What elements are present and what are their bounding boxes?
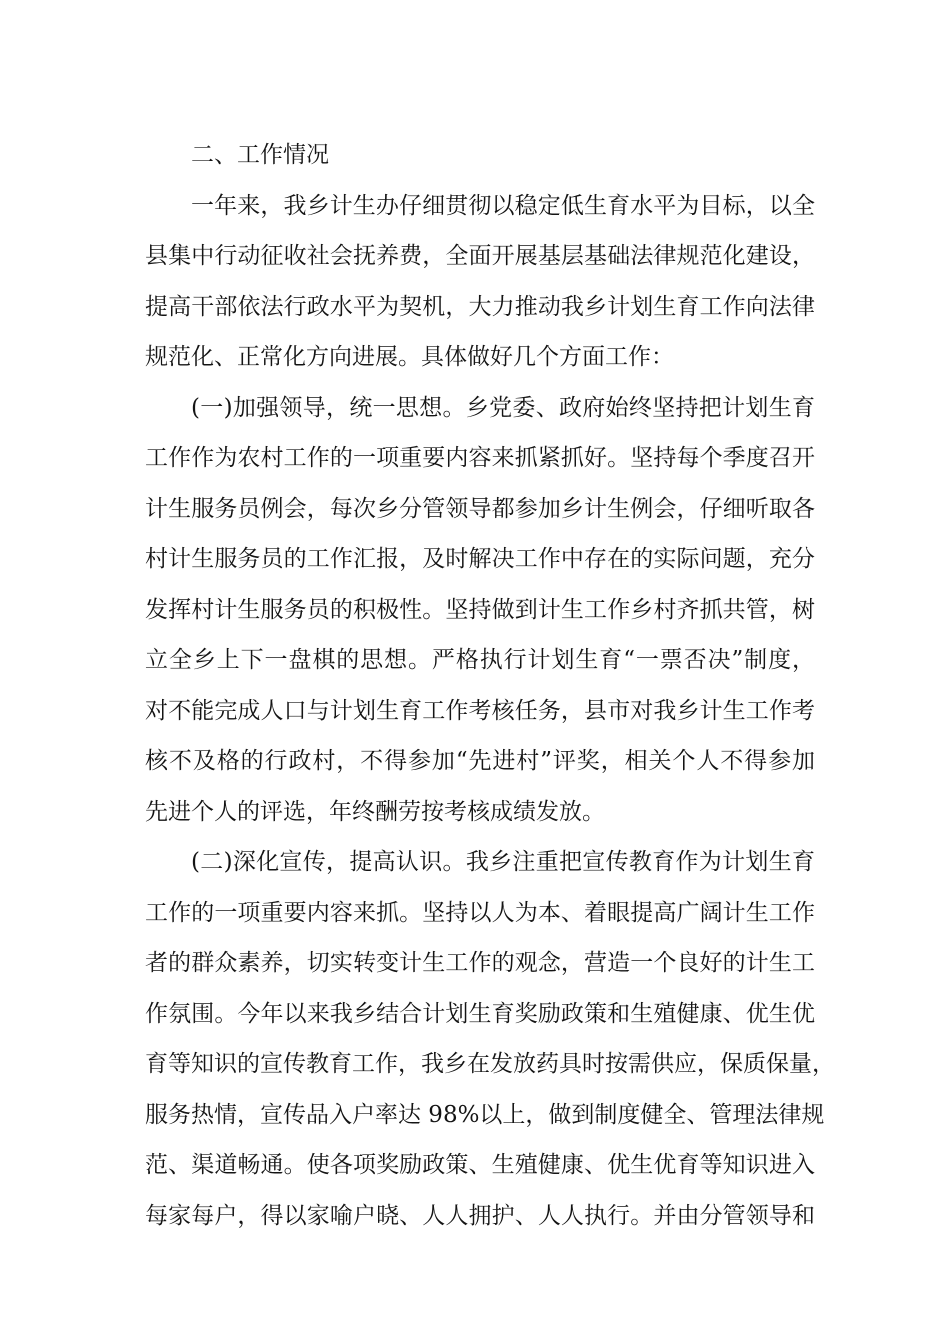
text-line: 立全乡上下一盘棋的思想。严格执行计划生育“一票否决”制度， bbox=[145, 647, 815, 673]
text-line: 作氛围。今年以来我乡结合计划生育奖励政策和生殖健康、优生优 bbox=[145, 1000, 815, 1027]
text-line: 对不能完成人口与计划生育工作考核任务，县市对我乡计生工作考 bbox=[145, 697, 815, 724]
text-line: 一年来，我乡计生办仔细贯彻以稳定低生育水平为目标，以全 bbox=[191, 192, 815, 219]
text-line: 工作的一项重要内容来抓。坚持以人为本、着眼提高广阔计生工作 bbox=[145, 899, 815, 926]
text-line: 规范化、正常化方向进展。具体做好几个方面工作： bbox=[145, 344, 674, 370]
text-line: 者的群众素养，切实转变计生工作的观念，营造一个良好的计生工 bbox=[145, 950, 815, 976]
text-line: 范、渠道畅通。使各项奖励政策、生殖健康、优生优育等知识进入 bbox=[145, 1152, 815, 1178]
text-line: 核不及格的行政村，不得参加“先进村”评奖，相关个人不得参加 bbox=[145, 748, 815, 774]
text-line: (二)深化宣传，提高认识。我乡注重把宣传教育作为计划生育 bbox=[191, 849, 815, 875]
text-line: 先进个人的评选，年终酬劳按考核成绩发放。 bbox=[145, 798, 605, 825]
text-line: 工作作为农村工作的一项重要内容来抓紧抓好。坚持每个季度召开 bbox=[145, 445, 815, 471]
section-heading: 二、工作情况 bbox=[191, 142, 329, 168]
text-line: 发挥村计生服务员的积极性。坚持做到计生工作乡村齐抓共管，树 bbox=[145, 596, 815, 623]
text-line: 计生服务员例会，每次乡分管领导都参加乡计生例会，仔细听取各 bbox=[145, 495, 815, 522]
text-line: 育等知识的宣传教育工作，我乡在发放药具时按需供应，保质保量， bbox=[145, 1051, 835, 1077]
text-line: (一)加强领导，统一思想。乡党委、政府始终坚持把计划生育 bbox=[191, 394, 815, 421]
text-line: 提高干部依法行政水平为契机，大力推动我乡计划生育工作向法律 bbox=[145, 293, 815, 320]
text-line: 县集中行动征收社会抚养费，全面开展基层基础法律规范化建设， bbox=[145, 243, 815, 269]
document-body bbox=[145, 130, 835, 1241]
text-line: 每家每户，得以家喻户晓、人人拥护、人人执行。并由分管领导和 bbox=[145, 1202, 815, 1229]
text-line: 村计生服务员的工作汇报，及时解决工作中存在的实际问题，充分 bbox=[145, 546, 815, 572]
text-line: 服务热情，宣传品入户率达 98%以上，做到制度健全、管理法律规 bbox=[145, 1101, 825, 1128]
